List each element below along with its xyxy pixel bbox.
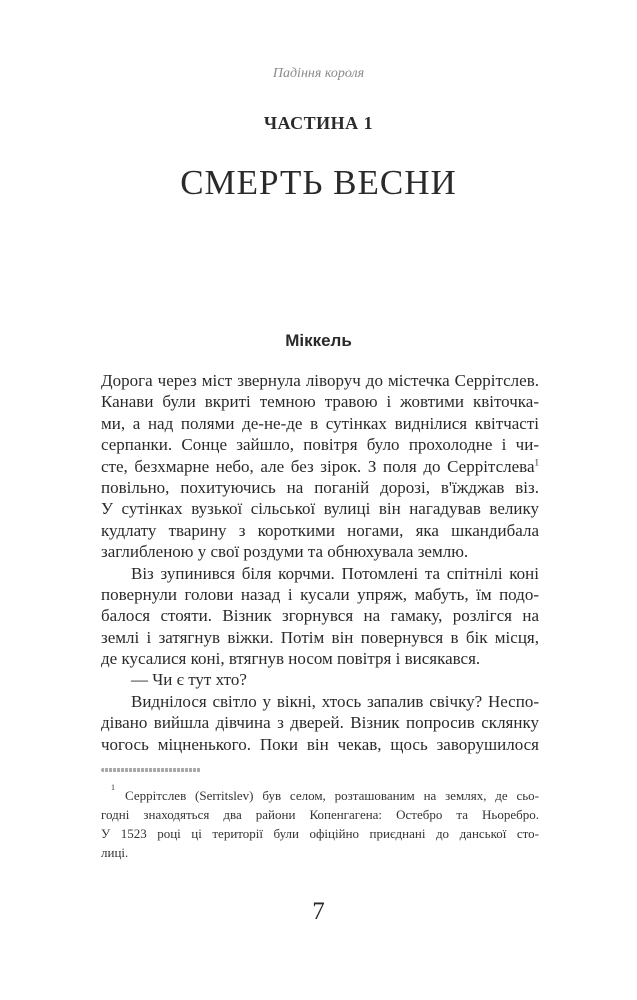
text-line <box>101 498 539 519</box>
text-line-content: Виднілося світло у вікні, хтось запалив свічку? Неспо- <box>131 691 539 711</box>
text-line-content: Канави були вкриті темною травою і жовтими квіточка- <box>101 392 539 412</box>
text-line <box>101 627 539 648</box>
text-line <box>101 691 539 712</box>
footnote-line <box>101 805 539 824</box>
chapter-heading: Міккель <box>285 331 352 350</box>
text-line <box>101 391 539 412</box>
text-line-content: — Чи є тут хто? <box>131 670 247 690</box>
text-line <box>101 584 539 605</box>
text-line <box>101 413 539 434</box>
text-line-content: серпанки. Сонце зайшло, повітря було прохолодне і чи- <box>101 435 539 455</box>
running-header: Падіння короля <box>272 66 365 81</box>
footnote-ref[interactable]: 1 <box>534 456 539 467</box>
footnote-line-content: годні знаходяться два райони Копенгагена: Остебро та Ньоребро. <box>101 807 539 822</box>
footnote-divider <box>101 768 201 772</box>
text-line-content: Дорога через міст звернула ліворуч до містечка Серрітслев. <box>101 371 539 390</box>
footnote-line <box>101 824 539 843</box>
text-line <box>101 434 539 455</box>
text-line <box>101 477 539 498</box>
page-number: 7 <box>312 898 325 925</box>
text-line-content: У сутінках вузької сільської вулиці він нагадував велику <box>101 499 539 519</box>
footnote-line <box>101 783 539 805</box>
text-line-content: Віз зупинився біля корчми. Потомлені та спітнілі коні <box>131 563 539 583</box>
text-line-content: чогось міцненького. Поки він чекав, щось заворушилося <box>101 734 539 754</box>
text-line <box>101 648 539 669</box>
footnote-marker: 1 <box>111 783 115 792</box>
text-line <box>101 563 539 584</box>
text-line-content: кудлату тварину з короткими ногами, яка шкандибала <box>101 520 539 540</box>
text-line <box>101 605 539 626</box>
text-line <box>101 734 539 755</box>
text-line <box>101 712 539 733</box>
footnote-line <box>101 843 539 862</box>
part-title: СМЕРТЬ ВЕСНИ <box>180 163 457 202</box>
text-line <box>101 370 539 391</box>
body-text <box>101 370 539 755</box>
text-line <box>101 541 539 562</box>
text-line-content: сте, безхмарне небо, але без зірок. З поля до Серрітслева <box>101 456 535 476</box>
text-line <box>101 520 539 541</box>
text-line <box>101 669 539 690</box>
footnote-line-content: У 1523 році ці території були офіційно приєднані до данської сто- <box>101 826 539 841</box>
text-line-content: повільно, похитуючись на поганій дорозі, в'їжджав віз. <box>101 477 539 497</box>
footnote <box>101 783 539 862</box>
text-line-content: де кусалися коні, втягнув носом повітря і висякався. <box>101 649 481 669</box>
footnote-line-content: лиці. <box>101 845 129 860</box>
text-line-content: повернули голови назад і кусали упряж, мабуть, їм подо- <box>101 584 539 604</box>
text-line-content: землі і затягнув віжки. Потім він повернувся в бік місця, <box>101 627 539 647</box>
text-line-content: дівано вийшла дівчина з дверей. Візник попросив склянку <box>101 713 539 733</box>
footnote-line-content: Серрітслев (Serritslev) був селом, розташованим на землях, де сьо- <box>125 788 539 803</box>
text-line-content: заглибленою у свої роздуми та обнюхувала землю. <box>101 542 469 562</box>
text-line-content: балося стояти. Візник згорнувся на гамаку, розлігся на <box>101 606 539 626</box>
part-heading: ЧАСТИНА 1 <box>263 113 374 133</box>
text-line-content: ми, а над полями де-не-де в сутінках виднілися квітчасті <box>101 413 539 433</box>
text-line <box>101 456 539 477</box>
